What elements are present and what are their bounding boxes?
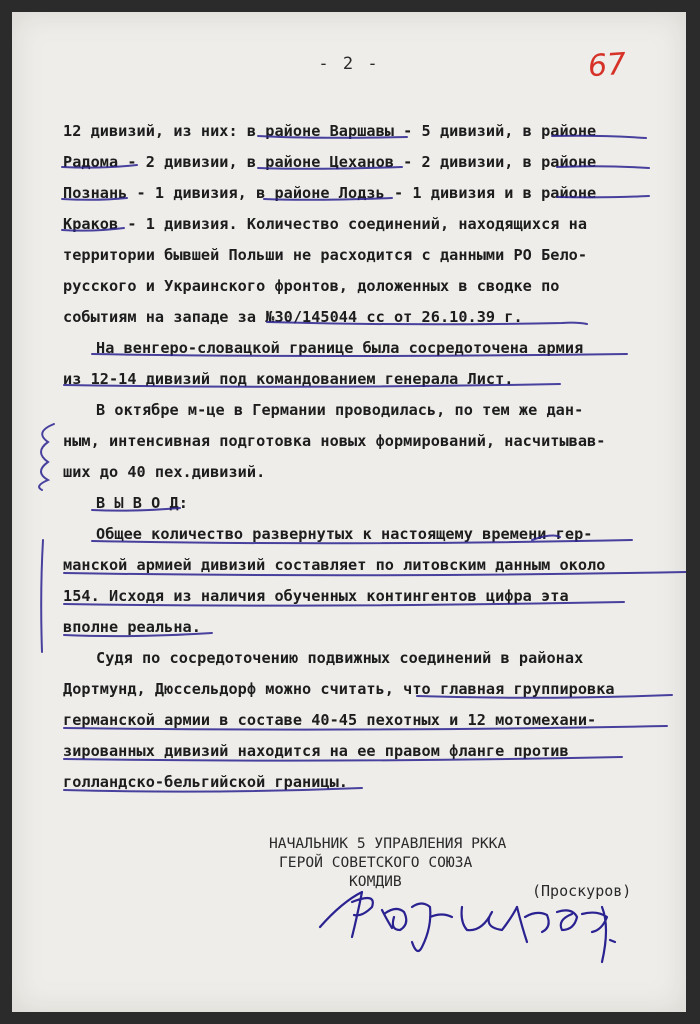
- underline-mark: [92, 354, 627, 356]
- underline-mark: [532, 536, 560, 540]
- text-line: На венгеро-словацкой границе была сосредоточена армия: [96, 339, 584, 357]
- text-line: из 12-14 дивизий под командованием генерала Лист.: [63, 370, 514, 388]
- margin-bracket: [39, 424, 54, 490]
- text-line: событиям на западе за №30/145044 сс от 26.10.39 г.: [63, 308, 523, 326]
- text-line: 154. Исходя из наличия обученных контингентов цифра эта: [63, 587, 569, 605]
- heading-text: В Ы В О Д:: [96, 494, 188, 512]
- underline-mark: [552, 136, 646, 138]
- signature-title-line: ГЕРОЙ СОВЕТСКОГО СОЮЗА: [279, 854, 473, 871]
- text-line: территории бывшей Польши не расходится с данными РО Бело-: [63, 246, 588, 264]
- underline-mark: [64, 757, 622, 761]
- text-line: голландско-бельгийской границы.: [63, 773, 349, 791]
- underline-mark: [92, 508, 180, 511]
- text-line: русского и Украинского фронтов, доложенных в сводке по: [63, 277, 560, 295]
- text-line: Судя по сосредоточению подвижных соединений в районах: [96, 649, 584, 667]
- underline-mark: [62, 198, 127, 200]
- underline-mark: [64, 633, 212, 636]
- underline-mark: [62, 228, 124, 231]
- underline-mark: [258, 136, 407, 138]
- text-line: Дортмунд, Дюссельдорф можно считать, что главная группировка: [63, 680, 615, 698]
- handwritten-signature: [320, 892, 615, 962]
- text-line: ших до 40 пех.дивизий.: [63, 463, 266, 481]
- underline-mark: [557, 196, 649, 197]
- document-page: [12, 12, 686, 1012]
- underline-mark: [64, 726, 667, 730]
- underline-mark: [64, 384, 560, 387]
- archive-page-number: 67: [586, 46, 628, 85]
- text-line: Радома - 2 дивизии, в районе Цеханов - 2 дивизии, в районе: [63, 153, 597, 171]
- underline-mark: [264, 198, 392, 200]
- text-line: Краков - 1 дивизия. Количество соединений, находящихся на: [63, 215, 588, 233]
- handwritten-signature-text: [467, 979, 473, 981]
- text-line: Общее количество развернутых к настоящему времени гер-: [96, 525, 593, 543]
- svg-text:Проскуров: Проскуров: [467, 980, 473, 981]
- text-line: зированных дивизий находится на ее правом фланге против: [63, 742, 569, 760]
- underline-mark: [557, 166, 649, 168]
- underline-mark: [64, 572, 686, 575]
- text-line: германской армии в составе 40-45 пехотных и 12 мотомехани-: [63, 711, 597, 729]
- underline-mark: [258, 167, 402, 169]
- underline-mark: [417, 695, 672, 698]
- underline-mark: [62, 165, 137, 168]
- text-line: вполне реальна.: [63, 618, 201, 636]
- margin-line: [41, 540, 43, 652]
- page-number: - 2 -: [318, 54, 380, 74]
- underline-mark: [92, 540, 632, 543]
- text-line: Познань - 1 дивизия, в районе Лодзь - 1 дивизия и в районе: [63, 184, 597, 202]
- text-line: 12 дивизий, из них: в районе Варшавы - 5 дивизий, в районе: [63, 122, 597, 140]
- text-line: ным, интенсивная подготовка новых формирований, насчитывав-: [63, 432, 606, 450]
- underline-mark: [64, 788, 362, 792]
- signature-title-line: КОМДИВ: [349, 873, 402, 890]
- underline-mark: [64, 602, 624, 606]
- text-line: В октябре м-це в Германии проводилась, по тем же дан-: [96, 401, 584, 419]
- text-line: манской армией дивизий составляет по литовским данным около: [63, 556, 606, 574]
- signer-name: (Проскуров): [532, 882, 632, 900]
- ink-annotations: [12, 12, 686, 1012]
- signature-title-line: НАЧАЛЬНИК 5 УПРАВЛЕНИЯ РККА: [269, 835, 507, 852]
- underline-mark: [267, 322, 587, 324]
